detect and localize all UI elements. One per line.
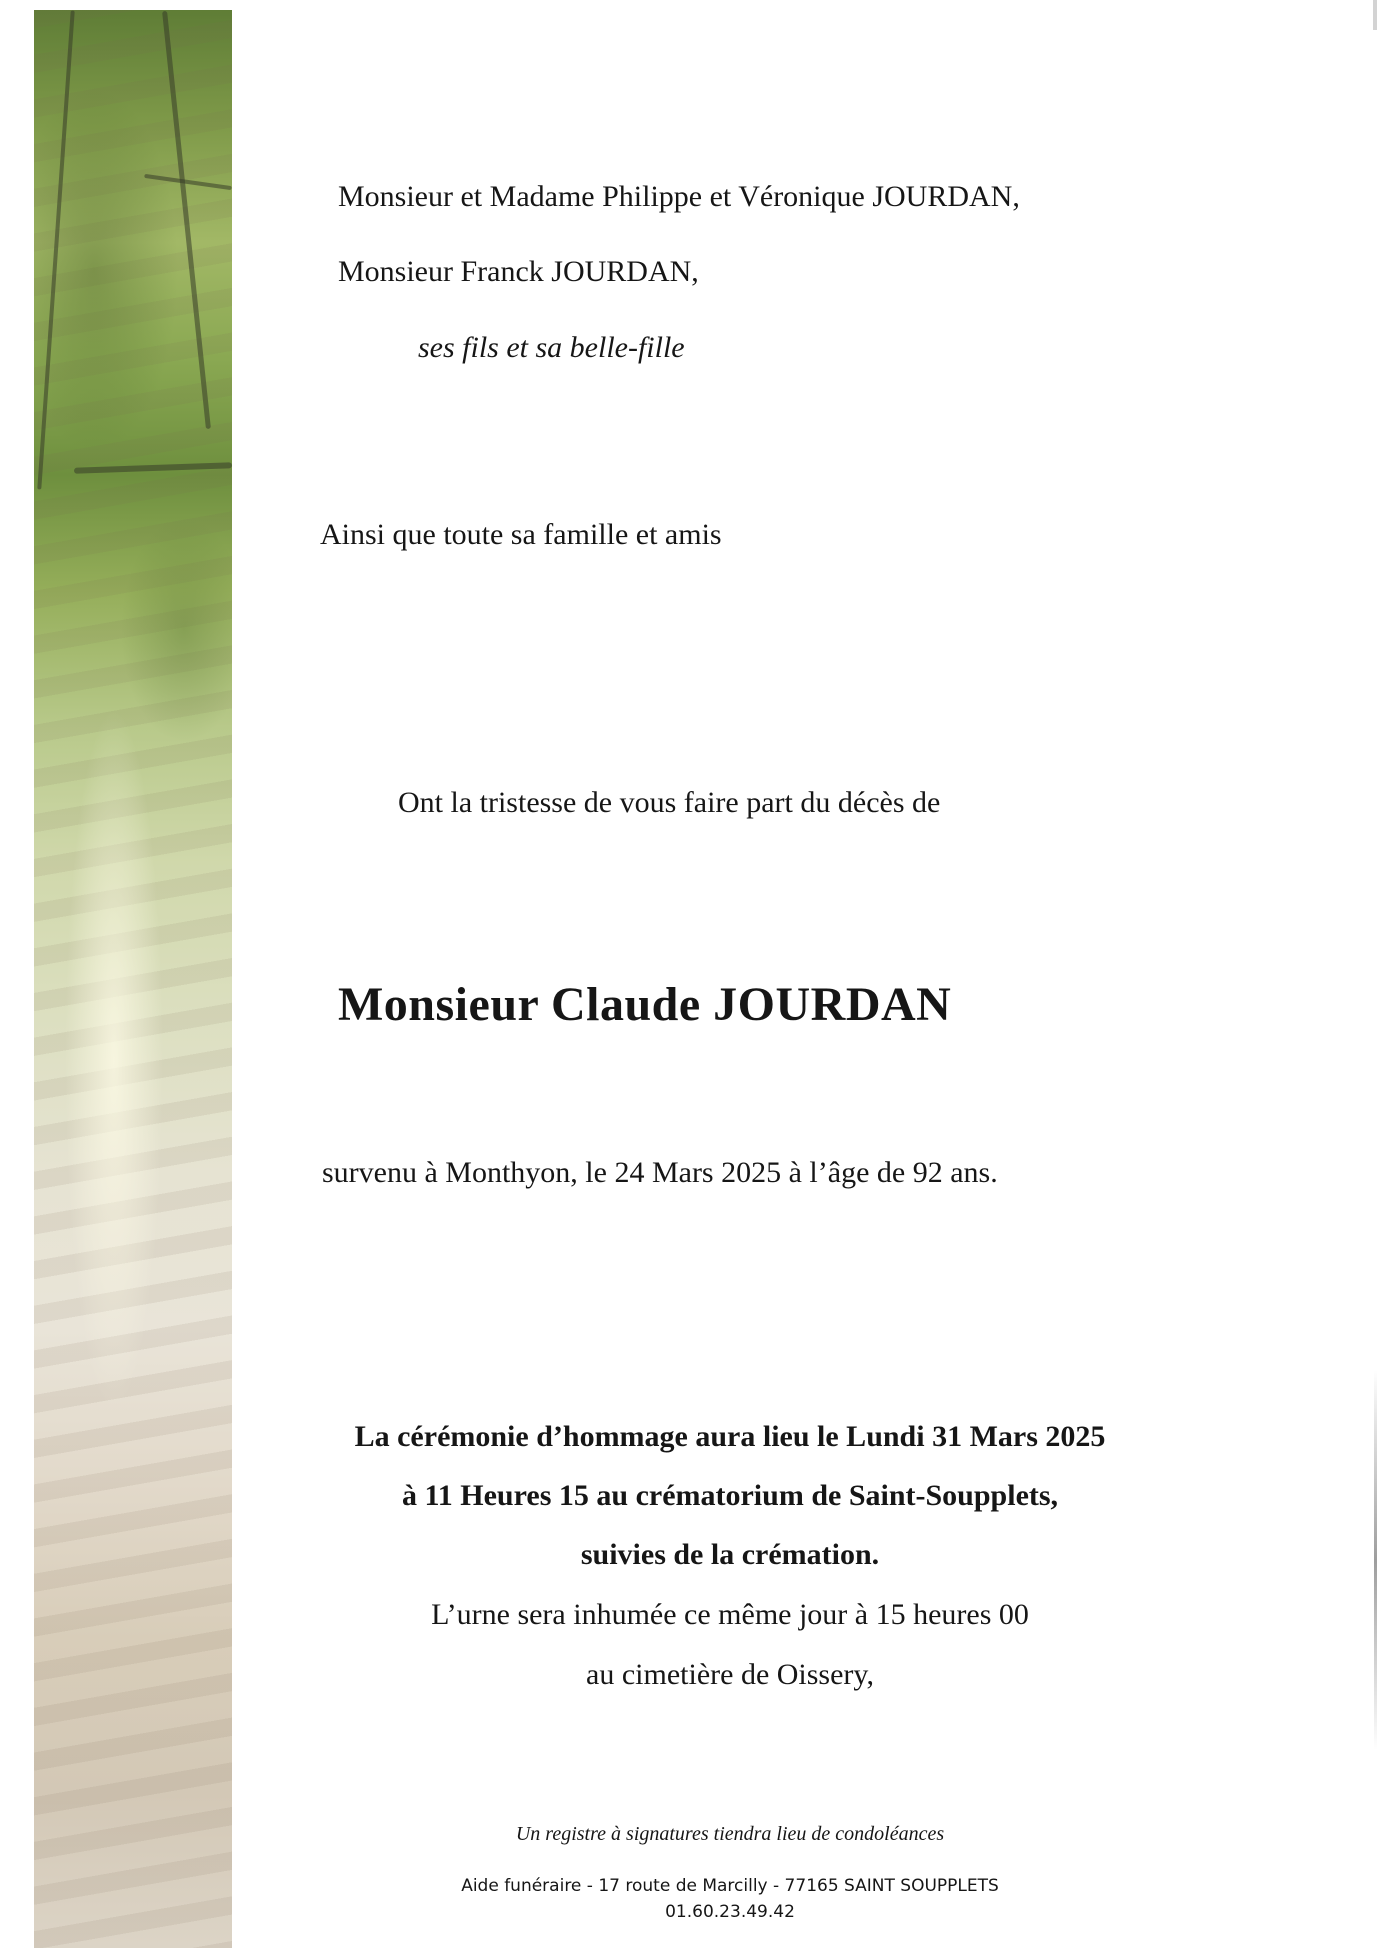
funeral-home-address: Aide funéraire - 17 route de Marcilly - 77165 SAINT SOUPPLETS (461, 1876, 999, 1896)
ceremony-line-4: L’urne sera inhumée ce même jour à 15 heures 00 (431, 1598, 1029, 1631)
funeral-home-phone: 01.60.23.49.42 (665, 1902, 795, 1922)
ceremony-line-2: à 11 Heures 15 au crématorium de Saint-Soupplets, (401, 1479, 1059, 1512)
ceremony-line-5: au cimetière de Oissery, (586, 1658, 874, 1691)
family-line-1: Monsieur et Madame Philippe et Véronique JOURDAN, (338, 180, 1020, 213)
deceased-name: Monsieur Claude JOURDAN (338, 978, 952, 1031)
announcement: Ont la tristesse de vous faire part du décès de (398, 786, 941, 819)
ceremony-line-3: suivies de la crémation. (580, 1538, 880, 1571)
sunlight-overlay (34, 10, 232, 1948)
ceremony-block (300, 1418, 1160, 1698)
death-details: survenu à Monthyon, le 24 Mars 2025 à l’âge de 92 ans. (322, 1156, 998, 1189)
forest-photo-strip (34, 10, 232, 1948)
ceremony-line-1: La cérémonie d’hommage aura lieu le Lundi 31 Mars 2025 (354, 1420, 1106, 1453)
family-relation: ses fils et sa belle-fille (418, 331, 685, 364)
family-line-2: Monsieur Franck JOURDAN, (338, 255, 699, 288)
scan-edge-mark (1373, 0, 1377, 30)
extended-family: Ainsi que toute sa famille et amis (320, 518, 722, 551)
condolences-note: Un registre à signatures tiendra lieu de condoléances (515, 1823, 945, 1845)
